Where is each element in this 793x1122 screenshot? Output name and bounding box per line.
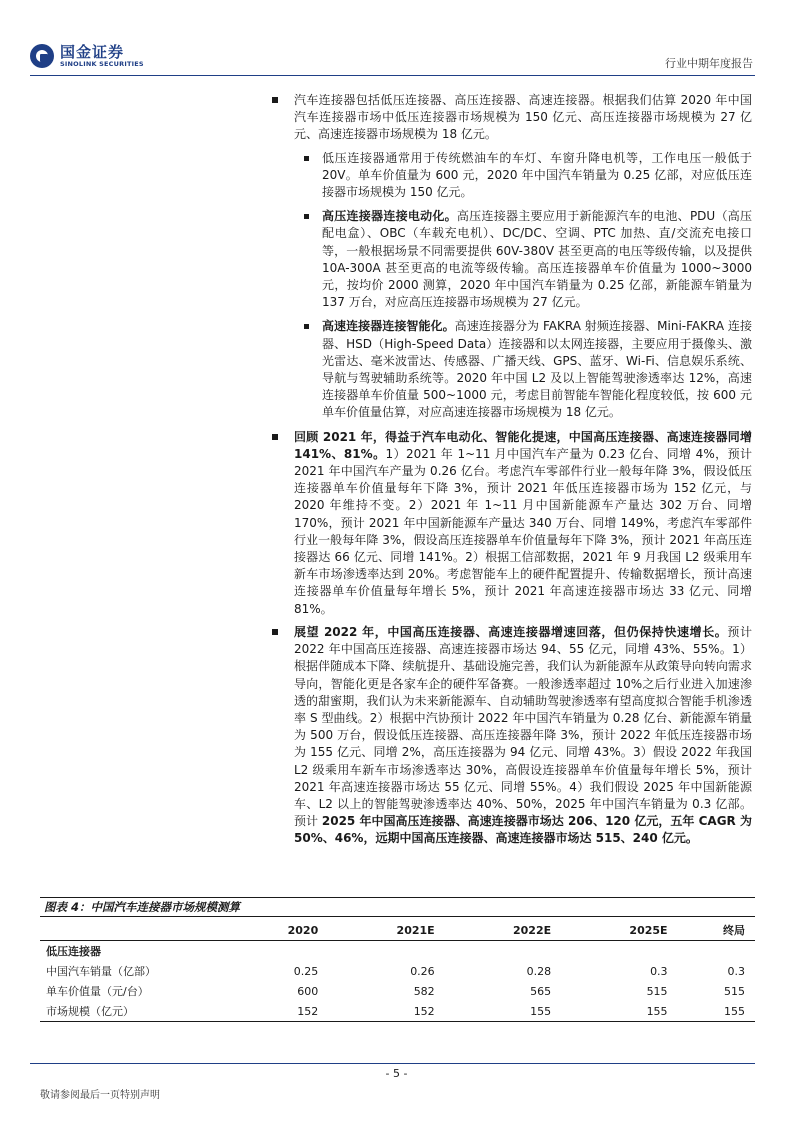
- bullet-square-icon: [272, 629, 278, 635]
- figure-title: 图表 4：中国汽车连接器市场规模测算: [40, 897, 755, 917]
- column-header: 终局: [678, 920, 755, 941]
- table-cell: 152: [328, 1001, 444, 1022]
- table-cell: 515: [646, 984, 668, 998]
- page-number: - 5 -: [385, 1067, 408, 1080]
- table-cell: 155: [678, 1001, 755, 1022]
- table-row: [40, 1001, 755, 1022]
- bullet-square-icon: [304, 324, 309, 329]
- logo-icon: [30, 44, 54, 68]
- column-header: 2021E: [328, 920, 444, 941]
- group-label: 低压连接器: [46, 945, 101, 958]
- table-row: [40, 961, 755, 981]
- bullet-review-2021: 回顾 2021 年，得益于汽车电动化、智能化提速，中国高压连接器、高速连接器同增 141%、81%。1）2021 年 1~11 月中国汽车产量为 0.23 亿台、同增 4%，预计 2021 年中国汽车产量为 0.26 亿台。考虑汽车零部件行业一般每年降 3%，假设低压连接器单车价值量每年下降 3%，预计 2021 年低压连接器市场为 152 亿元，与 2020 年维持不变。2）2021 年 1~11 月中国新能源车产量达 302 万台、同增 170%，预计 2021 年中国新能源车产量达 340 万台、同增 149%，考虑汽车零部件行业一般每年降 3%，假设高压连接器单车价值量每年下降 3%，预计 2021 年高压连接器达 66 亿元、同增 141%。2）根据工信部数据，2021 年 9 月我国 L2 级乘用车新车市场渗透率达到 20%。考虑智能车上的硬件配置提升、传输数据增长，预计高速连接器单车价值量每年增长 5%，预计 2021 年高速连接器市场达 33 亿元、同增 81%。: [294, 429, 752, 618]
- row-label: 单车价值量（元/台）: [46, 985, 149, 998]
- column-header: 2022E: [445, 920, 561, 941]
- header-divider: [30, 75, 755, 76]
- bullet-square-icon: [304, 156, 309, 161]
- table-group-row: [40, 941, 755, 962]
- bullet-outlook-2022: 展望 2022 年，中国高压连接器、高速连接器增速回落，但仍保持快速增长。预计 2022 年中国高压连接器、高速连接器市场达 94、55 亿元，同增 43%、55%。1）根据伴随成本下降、续航提升、基础设施完善，我们认为新能源车从政策导向转向需求导向，智能化更是各家车企的硬件军备赛。一般渗透率超过 10%之后行业进入加速渗透的甜蜜期，我们认为未来新能源车、自动辅助驾驶渗透率有望高度拟合智能手机渗透率 S 型曲线。2）根据中汽协预计 2022 年中国汽车销量为 0.28 亿台、新能源车销量为 500 万台，假设低压连接器、高压连接器年降 3%，预计 2022 年低压连接器市场为 155 亿元、同增 2%，高压连接器为 94 亿元、同增 43%。3）假设 2022 年我国 L2 级乘用车新车市场渗透率达 30%，高假设连接器单车价值量每年增长 5%，预计 2021 年高速连接器市场达 55 亿元、同增 55%。4）我们假设 2025 年中国新能源车、L2 以上的智能驾驶渗透率达 40%、50%，2025 年中国汽车销量为 0.3 亿部。预计 2025 年中国高压连接器、高速连接器市场达 206、120 亿元，五年 CAGR 为 50%、46%，远期中国高压连接器、高速连接器市场达 515、240 亿元。: [294, 624, 752, 848]
- sub-bullet-high-voltage: 高压连接器连接电动化。高压连接器主要应用于新能源汽车的电池、PDU（高压配电盒）、OBC（车载充电机）、DC/DC、空调、PTC 加热、直/交流充电接口等，一般根据场景不同需要提供 60V-380V 甚至更高的电压等级传输，以及提供 10A-300A 甚至更高的电流等级传输。高压连接器单车价值量为 1000~3000 元，按均价 2000 测算，2020 年中国汽车销量为 0.25 亿部，新能源车销量为 137 万台，对应高压连接器市场规模为 27 亿元。: [322, 208, 752, 311]
- table-cell: 0.3: [727, 964, 745, 978]
- table-row: [40, 981, 755, 1001]
- column-header: [40, 920, 230, 941]
- table-cell: 0.25: [293, 964, 319, 978]
- column-header: 2020: [230, 920, 328, 941]
- table-cell: 0.28: [526, 964, 552, 978]
- sub-bullet-high-speed: 高速连接器连接智能化。高速连接器分为 FAKRA 射频连接器、Mini-FAKRA 连接器、HSD（High-Speed Data）连接器和以太网连接器，主要应用于摄像头、激光雷达、毫米波雷达、传感器、广播天线、GPS、蓝牙、Wi-Fi、信息娱乐系统、导航与驾驶辅助系统等。2020 年中国 L2 及以上智能驾驶渗透率达 12%，高速连接器单车价值量 500~1000 元，考虑目前智能车智能化程度较低，按 600 元单车价值量估算，对应高速连接器市场规模为 18 亿元。: [322, 318, 752, 421]
- column-header: 2025E: [561, 920, 677, 941]
- table-cell: 0.3: [650, 964, 668, 978]
- table-cell: 155: [561, 1001, 677, 1022]
- sub-bullet-low-voltage: 低压连接器通常用于传统燃油车的车灯、车窗升降电机等，工作电压一般低于 20V。单车价值量为 600 元，2020 年中国汽车销量为 0.25 亿部，对应低压连接器市场规模为 150 亿元。: [322, 150, 752, 202]
- bullet-square-icon: [272, 97, 278, 103]
- bullet-square-icon: [304, 214, 309, 219]
- table-cell: 0.26: [410, 964, 435, 978]
- table-header-row: [40, 920, 755, 941]
- disclaimer-note: 敬请参阅最后一页特别声明: [40, 1090, 160, 1101]
- table-cell: 152: [230, 1001, 328, 1022]
- footer-divider: [30, 1063, 755, 1064]
- table-cell: 515: [724, 984, 745, 998]
- main-content: [0, 92, 793, 854]
- logo-name-en: SINOLINK SECURITIES: [60, 60, 144, 68]
- bullet-square-icon: [272, 434, 278, 440]
- logo-name-cn: 国金证券: [60, 43, 125, 61]
- table-cell: 155: [445, 1001, 561, 1022]
- market-estimate-table: [40, 920, 755, 1022]
- bullet-market-size: 汽车连接器包括低压连接器、高压连接器、高速连接器。根据我们估算 2020 年中国汽车连接器市场中低压连接器市场规模为 150 亿元、高压连接器市场规模为 27 亿元、高速连接器市场规模为 18 亿元。: [294, 92, 752, 144]
- row-label: 中国汽车销量（亿部）: [46, 965, 156, 978]
- table-cell: 600: [297, 984, 319, 998]
- row-label: 市场规模（亿元）: [40, 1001, 230, 1022]
- table-cell: 565: [530, 984, 552, 998]
- company-logo: [30, 44, 144, 68]
- report-type: 行业中期年度报告: [665, 57, 753, 70]
- table-cell: 582: [413, 984, 435, 998]
